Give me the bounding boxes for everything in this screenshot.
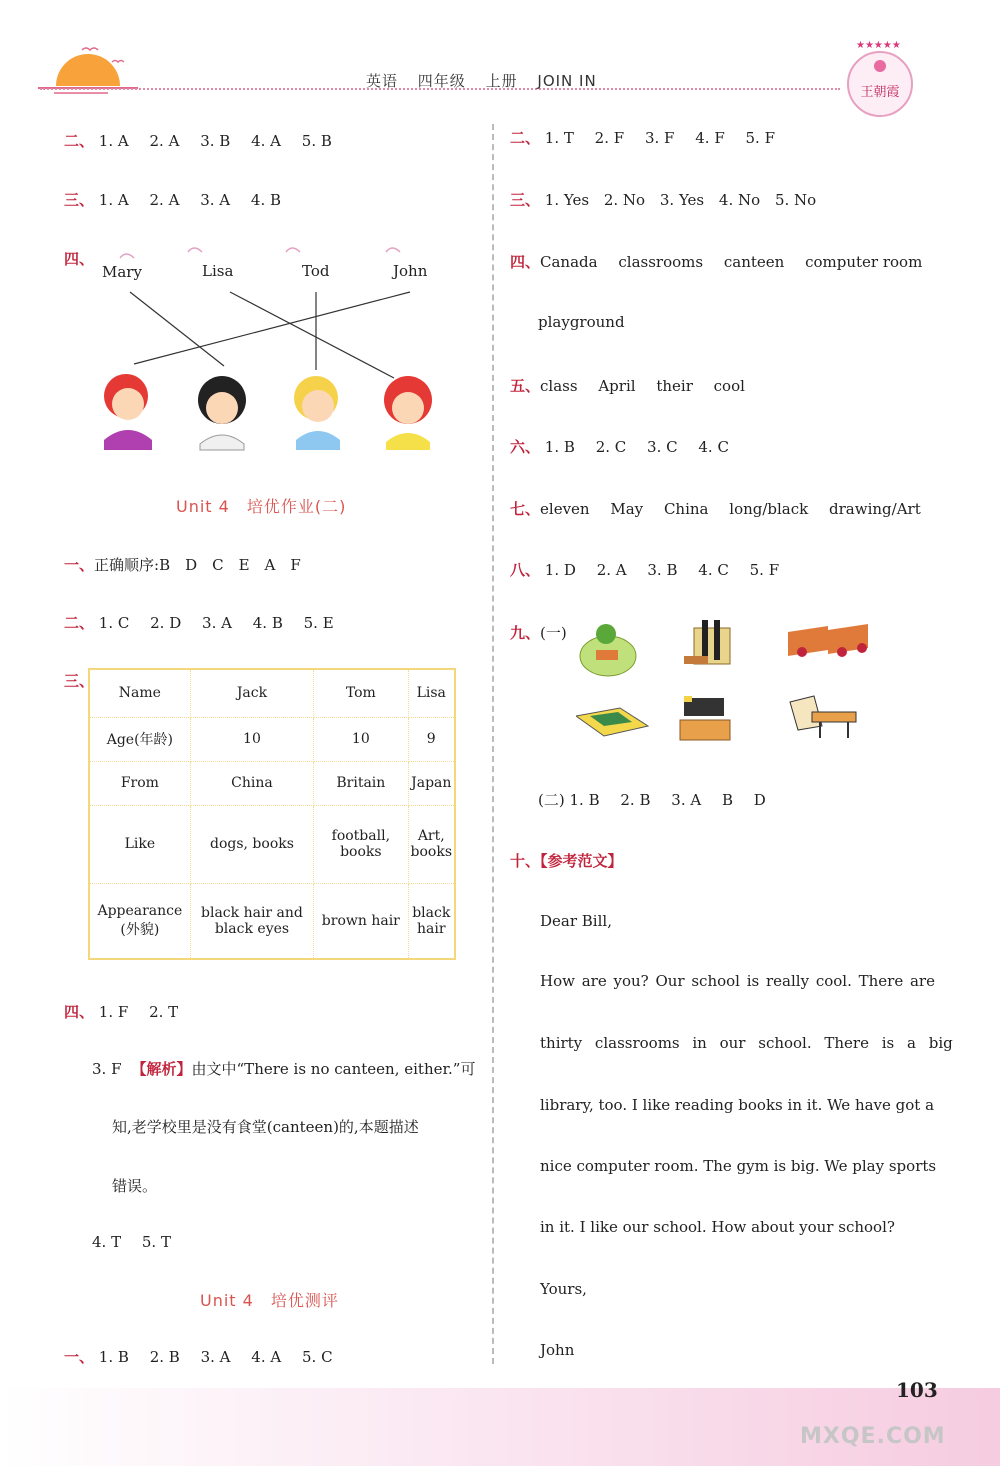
kid-2-picture: [198, 376, 246, 450]
answer: 2. A: [149, 132, 180, 150]
answer: 3. A: [202, 614, 232, 632]
part-label: (二): [538, 791, 565, 809]
analysis-text-line2: 知,老学校里是没有食堂(canteen)的,本题描述: [112, 1118, 419, 1136]
word: eleven: [540, 500, 590, 518]
answer: 4. T: [92, 1233, 122, 1251]
question-number: 四、: [510, 253, 541, 271]
answer: 4. F: [695, 129, 725, 147]
order-answer: 正确顺序:B D C E A F: [94, 556, 301, 574]
table-cell: Like: [89, 805, 190, 883]
table-cell: Jack: [190, 669, 313, 717]
library-picture: [684, 620, 730, 664]
word: their: [656, 377, 693, 395]
answer: 5. F: [745, 129, 776, 147]
table-cell: Art, books: [408, 805, 455, 883]
question-number: 七、: [510, 500, 541, 518]
table-cell: Japan: [408, 761, 455, 805]
table-cell: From: [89, 761, 190, 805]
answer: 2. C: [595, 438, 627, 456]
name-tod: Tod: [302, 262, 330, 280]
table-cell: Tom: [314, 669, 408, 717]
test-q1: [64, 1346, 349, 1367]
logo-text: 王朝霞: [860, 85, 900, 100]
answer: 5. No: [774, 191, 817, 209]
letter-closing: Yours,: [540, 1280, 587, 1298]
letter-signature: John: [540, 1341, 575, 1359]
question-number: 三、: [510, 191, 541, 209]
word: May: [610, 500, 644, 518]
answer: 3. C: [647, 438, 678, 456]
table-row: [89, 805, 455, 883]
letter-line5: in it. I like our school. How about your school?: [540, 1218, 895, 1236]
word: long/black: [729, 500, 809, 518]
answer: 4. C: [698, 438, 729, 456]
answer: B: [721, 791, 734, 809]
question-number: 三、: [64, 191, 95, 209]
header-subject: 英语: [366, 72, 399, 90]
table-cell: Name: [89, 669, 190, 717]
answer: 1. B: [98, 1348, 129, 1366]
right-q3: [510, 189, 826, 210]
word: cool: [713, 377, 745, 395]
answer: 4. A: [251, 132, 282, 150]
part-label: (一): [540, 624, 567, 642]
computer-room-picture: [788, 624, 868, 657]
question-number: 四、: [64, 250, 95, 268]
table-row: [89, 717, 455, 761]
left-q3: [64, 189, 297, 210]
word: canteen: [723, 253, 785, 271]
question-number: 五、: [510, 377, 541, 395]
answer: 5. E: [303, 614, 334, 632]
word: drawing/Art: [829, 500, 921, 518]
unit4-test-title: Unit 4 培优测评: [200, 1291, 339, 1310]
answer: 3. F: [92, 1060, 122, 1078]
question-number: 一、: [64, 1348, 95, 1366]
brand-logo: [838, 38, 922, 122]
question-number: 二、: [64, 614, 95, 632]
word: classrooms: [618, 253, 704, 271]
right-q2: [510, 127, 791, 148]
answer: 2. D: [150, 614, 182, 632]
answer: 2. A: [149, 191, 180, 209]
table-row: [89, 883, 455, 959]
analysis-text-line3: 错误。: [112, 1177, 158, 1195]
table-cell: China: [190, 761, 313, 805]
school-pictures: [576, 616, 876, 748]
answer: 2. No: [603, 191, 646, 209]
question-number: 三、: [64, 672, 95, 690]
hw-q4-line4: [92, 1233, 187, 1251]
answer: 4. B: [250, 191, 282, 209]
word: class: [540, 377, 578, 395]
kid-4-picture: [384, 376, 432, 450]
site-watermark: MXQE.COM: [800, 1424, 946, 1449]
answer: 5. C: [301, 1348, 333, 1366]
answer: 5. T: [141, 1233, 171, 1251]
table-row: [89, 761, 455, 805]
right-q5: [510, 375, 761, 396]
header-volume: 上册: [485, 72, 518, 90]
right-q10: [510, 850, 623, 871]
table-cell: Lisa: [408, 669, 455, 717]
info-table: [88, 668, 456, 960]
question-number: 一、: [64, 556, 95, 574]
analysis-tag: 【解析】: [131, 1060, 192, 1078]
hw-q4-line1: [64, 1001, 194, 1022]
q9-part2: [538, 789, 782, 810]
right-q6: [510, 436, 745, 457]
answer: 1. F: [98, 1003, 129, 1021]
header-grade: 四年级: [417, 72, 466, 90]
answer: 1. B: [569, 791, 600, 809]
word: April: [598, 377, 636, 395]
matching-diagram: [90, 240, 470, 460]
name-lisa: Lisa: [202, 262, 234, 280]
name-john: John: [393, 262, 428, 280]
left-q2: [64, 130, 348, 151]
hw-q2: [64, 612, 350, 633]
answer: 2. B: [620, 791, 651, 809]
question-number: 二、: [510, 129, 541, 147]
letter-line1: How are you? Our school is really cool. There are: [540, 972, 935, 990]
letter-greeting: Dear Bill,: [540, 912, 612, 930]
answer: 1. A: [98, 191, 129, 209]
hw-q1: [64, 554, 301, 575]
answer: 5. F: [749, 561, 780, 579]
hw-q4-item3: [92, 1058, 475, 1079]
answer: 5. B: [301, 132, 332, 150]
question-number: 六、: [510, 438, 541, 456]
kid-1-picture: [104, 374, 152, 450]
answer: 1. Yes: [544, 191, 590, 209]
answer: 1. A: [98, 132, 129, 150]
header-edition: JOIN IN: [537, 72, 597, 90]
table-cell: black hair: [408, 883, 455, 959]
table-cell: football, books: [314, 805, 408, 883]
letter-line4: nice computer room. The gym is big. We play sports: [540, 1157, 937, 1175]
answer: 4. C: [698, 561, 729, 579]
kid-3-picture: [294, 376, 340, 450]
table-row: [89, 669, 455, 717]
column-divider: [492, 124, 494, 1364]
table-cell: 10: [190, 717, 313, 761]
question-number: 十、: [510, 852, 541, 870]
answer: 4. B: [252, 614, 283, 632]
right-q4-word5: playground: [538, 313, 625, 331]
playground-picture: [576, 708, 648, 736]
question-number: 四、: [64, 1003, 95, 1021]
art-room-picture: [790, 696, 856, 738]
answer: 3. B: [200, 132, 231, 150]
answer: 3. Yes: [659, 191, 705, 209]
right-q9: [510, 622, 567, 643]
analysis-text: 由文中“There is no canteen, either.”可: [191, 1060, 476, 1078]
letter-line3: library, too. I like reading books in it. We have got a: [540, 1096, 935, 1114]
match-line: [130, 292, 224, 366]
answer: 2. F: [594, 129, 625, 147]
header-title: [366, 70, 611, 91]
answer: 4. No: [718, 191, 761, 209]
question-number: 九、: [510, 624, 541, 642]
question-number: 八、: [510, 561, 541, 579]
answer: D: [753, 791, 766, 809]
word: Canada: [540, 253, 598, 271]
answer: 3. A: [200, 191, 231, 209]
match-line: [230, 292, 394, 378]
classroom-picture: [680, 696, 730, 740]
answer: 2. T: [149, 1003, 179, 1021]
table-cell: 10: [314, 717, 408, 761]
table-cell: Age(年龄): [89, 717, 190, 761]
unit4-homework2-title: Unit 4 培优作业(二): [176, 497, 347, 516]
answer: 4. A: [251, 1348, 282, 1366]
answer: 3. A: [671, 791, 702, 809]
table-cell: dogs, books: [190, 805, 313, 883]
reference-tag: 【参考范文】: [540, 852, 623, 870]
right-q4: [510, 251, 938, 272]
question-number: 二、: [64, 132, 95, 150]
garden-picture: [580, 624, 636, 676]
table-cell: brown hair: [314, 883, 408, 959]
answer: 1. B: [544, 438, 575, 456]
answer: 2. A: [596, 561, 627, 579]
table-cell: black hair and black eyes: [190, 883, 313, 959]
answer: 3. F: [644, 129, 675, 147]
table-cell: Appearance (外貌): [89, 883, 190, 959]
page-number: 103: [896, 1378, 938, 1402]
answer: 1. C: [98, 614, 130, 632]
svg-text:★★★★★: ★★★★★: [856, 40, 901, 51]
answer: 2. B: [149, 1348, 180, 1366]
answer: 3. B: [647, 561, 678, 579]
answer: 1. D: [544, 561, 576, 579]
table-cell: Britain: [314, 761, 408, 805]
right-q7: [510, 498, 937, 519]
answer: 1. T: [544, 129, 574, 147]
word: computer room: [805, 253, 923, 271]
name-mary: Mary: [102, 263, 142, 281]
table-cell: 9: [408, 717, 455, 761]
word: China: [663, 500, 709, 518]
letter-line2: thirty classrooms in our school. There is a big: [540, 1034, 953, 1052]
answer: 3. A: [200, 1348, 231, 1366]
right-q8: [510, 559, 795, 580]
